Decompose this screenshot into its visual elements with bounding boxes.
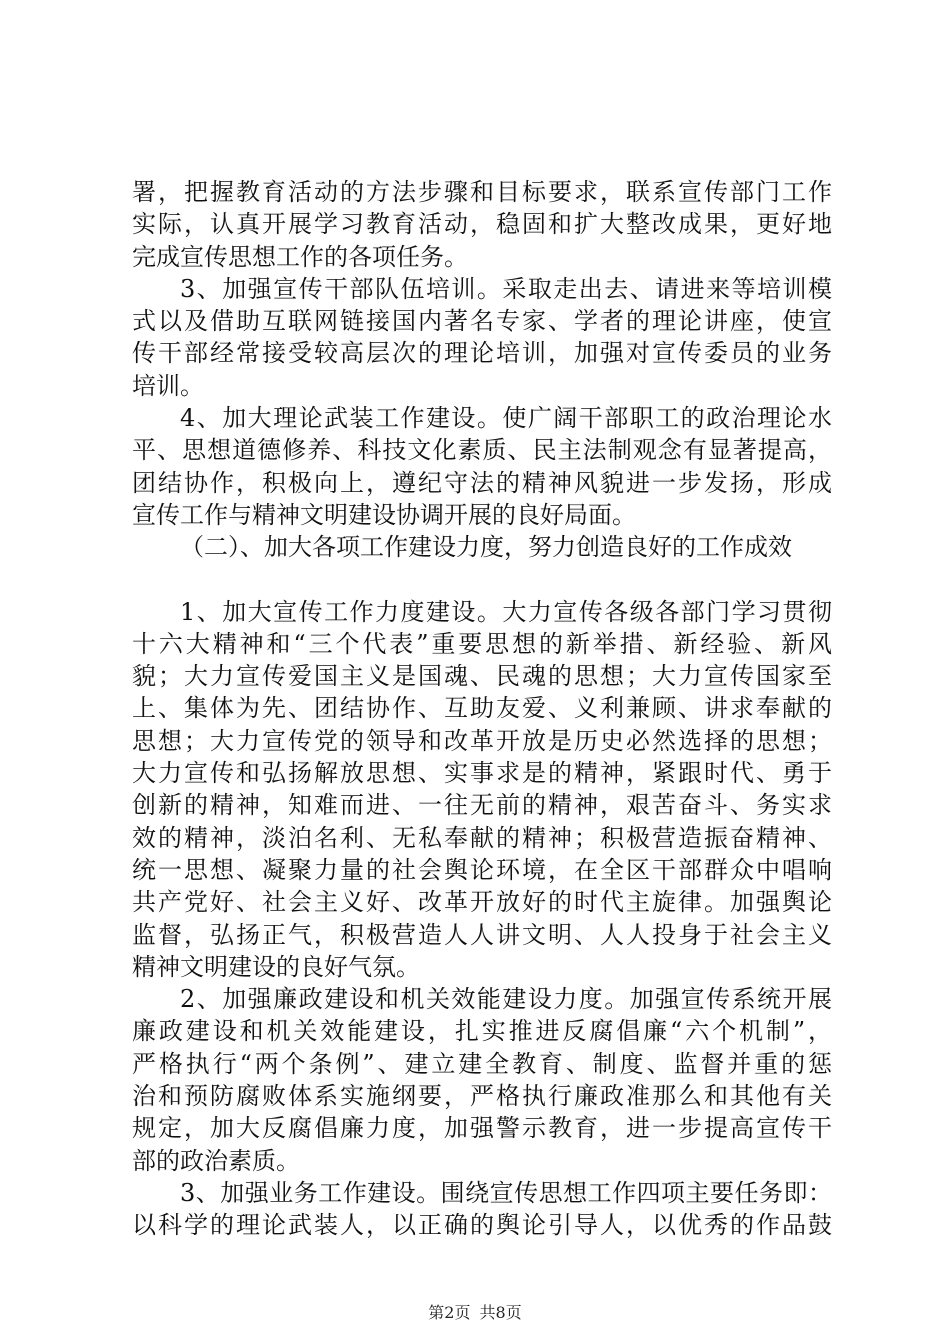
body-text — [132, 176, 832, 1242]
page-footer — [0, 1303, 950, 1323]
paragraph-start: 3、加强业务工作建设。围绕宣传思想工作四项主要任务即： — [180, 1178, 832, 1207]
text-line: 部的政治素质。 — [132, 1146, 300, 1175]
text-line: 大力宣传和弘扬解放思想、实事求是的精神，紧跟时代、勇于 — [132, 759, 832, 788]
text-line: 思想；大力宣传党的领导和改革开放是历史必然选择的思想； — [132, 726, 832, 755]
text-line: 统一思想、凝聚力量的社会舆论环境，在全区干部群众中唱响 — [132, 855, 832, 884]
text-line: 貌；大力宣传爱国主义是国魂、民魂的思想；大力宣传国家至 — [132, 662, 832, 691]
paragraph-start: 2、加强廉政建设和机关效能建设力度。加强宣传系统开展 — [180, 985, 832, 1014]
text-line: 以科学的理论武装人，以正确的舆论引导人，以优秀的作品鼓 — [132, 1211, 832, 1240]
text-line: 廉政建设和机关效能建设，扎实推进反腐倡廉“六个机制”， — [132, 1017, 832, 1046]
page-number: 第2页 — [428, 1303, 471, 1322]
paragraph-start: 4、加大理论武装工作建设。使广阔干部职工的政治理论水 — [180, 404, 832, 433]
text-line: 共产党好、社会主义好、改革开放好的时代主旋律。加强舆论 — [132, 888, 832, 917]
paragraph-start: 1、加大宣传工作力度建设。大力宣传各级各部门学习贯彻 — [180, 597, 832, 626]
text-line: 精神文明建设的良好气氛。 — [132, 952, 420, 981]
paragraph-gap — [132, 564, 832, 596]
text-line: 治和预防腐败体系实施纲要，严格执行廉政准那么和其他有关 — [132, 1082, 832, 1111]
text-line: 监督，弘扬正气，积极营造人人讲文明、人人投身于社会主义 — [132, 920, 832, 949]
text-line: 上、集体为先、团结协作、互助友爱、义利兼顾、讲求奉献的 — [132, 694, 832, 723]
text-line: 式以及借助互联网链接国内著名专家、学者的理论讲座，使宣 — [132, 307, 832, 336]
text-line: 传干部经常接受较高层次的理论培训，加强对宣传委员的业务 — [132, 339, 832, 368]
text-line: 创新的精神，知难而进、一往无前的精神，艰苦奋斗、务实求 — [132, 791, 832, 820]
text-line: 严格执行“两个条例”、建立建全教育、制度、监督并重的惩 — [132, 1049, 832, 1078]
paragraph-start: 3、加强宣传干部队伍培训。采取走出去、请进来等培训模 — [180, 274, 832, 303]
section-heading: （二）、加大各项工作建设力度，努力创造良好的工作成效 — [180, 533, 792, 562]
text-line: 培训。 — [132, 371, 204, 400]
text-line: 平、思想道德修养、科技文化素质、民主法制观念有显著提高， — [132, 436, 832, 465]
text-line: 署，把握教育活动的方法步骤和目标要求，联系宣传部门工作 — [132, 178, 832, 206]
text-line: 十六大精神和“三个代表”重要思想的新举措、新经验、新风 — [132, 629, 832, 658]
text-line: 规定，加大反腐倡廉力度，加强警示教育，进一步提高宣传干 — [132, 1114, 832, 1143]
text-line: 团结协作，积极向上，遵纪守法的精神风貌进一步发扬，形成 — [132, 468, 832, 497]
text-line: 宣传工作与精神文明建设协调开展的良好局面。 — [132, 500, 636, 529]
text-line: 实际，认真开展学习教育活动，稳固和扩大整改成果，更好地 — [132, 210, 832, 239]
text-line: 效的精神，淡泊名利、无私奉献的精神；积极营造振奋精神、 — [132, 823, 832, 852]
text-line: 完成宣传思想工作的各项任务。 — [132, 242, 468, 271]
page-total: 共8页 — [479, 1303, 522, 1322]
